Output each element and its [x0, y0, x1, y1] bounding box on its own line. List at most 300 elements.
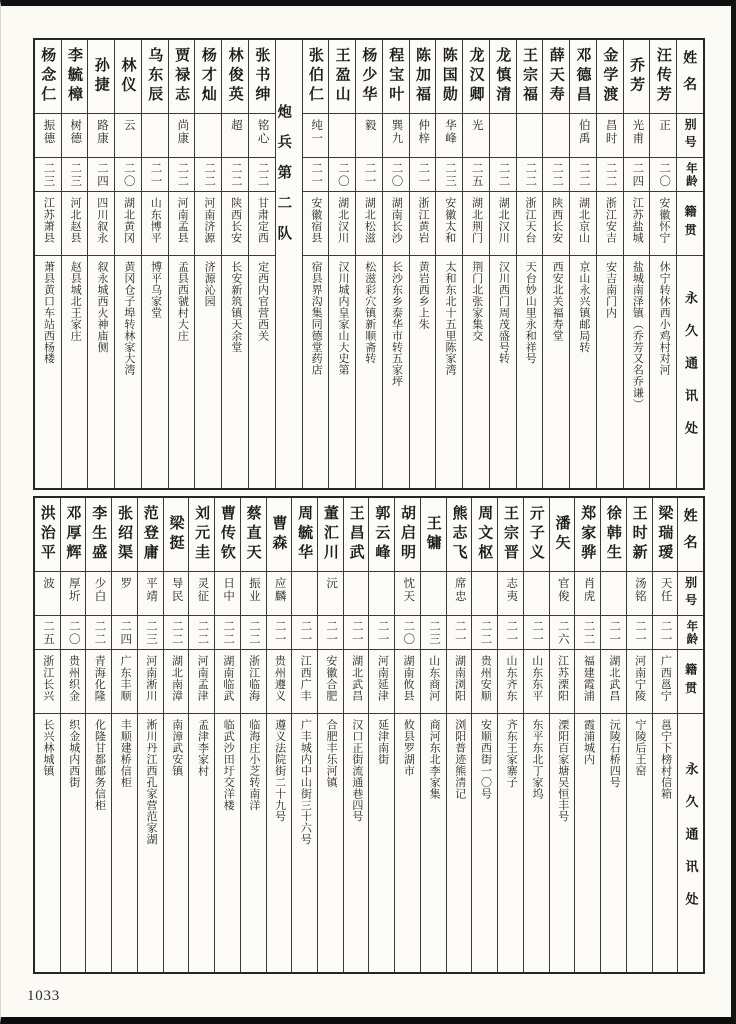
person-age: 二五 [463, 158, 489, 192]
person-native-place: 安徽太和 [436, 192, 462, 256]
person-address: 黄冈仓子埠转林家大湾 [122, 261, 135, 376]
person-alias: 振业 [241, 572, 266, 616]
person-native-place: 浙江临海 [241, 650, 266, 714]
person-native-place: 河南济源 [195, 192, 221, 256]
person-column [570, 40, 597, 488]
header-alias: 别号 [677, 114, 703, 158]
person-alias: 平靖 [138, 572, 163, 616]
header-native: 籍贯 [678, 650, 703, 714]
person-age: 二〇 [383, 158, 409, 192]
column-headers [677, 40, 703, 488]
person-address: 盐城南泽镇（乔芳又名乔谦） [631, 261, 644, 410]
person-native-place: 河南孟县 [169, 192, 195, 256]
roster-table-bottom [33, 496, 705, 974]
person-alias: 光 [463, 114, 489, 158]
person-column [369, 498, 395, 972]
person-address: 黄岩西乡上朱 [417, 261, 430, 330]
person-column [517, 40, 544, 488]
person-column [195, 40, 222, 488]
person-address: 孟县西虢村大庄 [176, 261, 189, 342]
person-name: 乔芳 [624, 40, 650, 114]
column-headers [678, 498, 703, 972]
person-address: 长兴林城镇 [42, 719, 55, 777]
person-native-place: 安徽宿县 [303, 192, 329, 256]
person-age: 二一 [369, 616, 394, 650]
person-name: 胡启明 [395, 498, 420, 572]
person-age: 二二 [472, 616, 497, 650]
person-native-place: 四川叙永 [88, 192, 114, 256]
person-alias: 肖虎 [575, 572, 600, 616]
header-address: 永久通讯处 [683, 761, 699, 925]
person-name: 汪传芳 [650, 40, 676, 114]
person-address: 丰顺建桥信柜 [119, 719, 132, 788]
person-native-place: 安徽怀宁 [650, 192, 676, 256]
person-name: 曹传钦 [215, 498, 240, 572]
person-native-place: 广西邕宁 [653, 650, 678, 714]
person-native-place: 山东商河 [421, 650, 446, 714]
person-address: 济源沁园 [203, 261, 216, 307]
person-age: 二〇 [115, 158, 141, 192]
person-address: 安顺西街一〇号 [479, 719, 492, 800]
person-native-place: 江苏盐城 [624, 192, 650, 256]
person-alias [329, 114, 355, 158]
person-name: 熊志飞 [447, 498, 472, 572]
person-name: 李毓樟 [62, 40, 88, 114]
person-column [344, 498, 370, 972]
person-native-place: 甘肃定西 [249, 192, 275, 256]
person-alias: 汤铭 [627, 572, 652, 616]
person-name: 周毓华 [292, 498, 317, 572]
person-age: 二一 [344, 616, 369, 650]
person-address: 广丰城内中山街三十六号 [299, 719, 312, 845]
person-native-place: 湖南攸县 [395, 650, 420, 714]
person-column [142, 40, 169, 488]
person-column [524, 498, 550, 972]
person-name: 杨才灿 [195, 40, 221, 114]
person-age: 二二 [543, 158, 569, 192]
person-native-place: 湖北荆门 [463, 192, 489, 256]
person-address: 延津南街 [376, 719, 389, 765]
person-native-place: 山东东平 [524, 650, 549, 714]
person-column [383, 40, 410, 488]
person-native-place: 湖北南漳 [164, 650, 189, 714]
person-name: 张伯仁 [303, 40, 329, 114]
person-name: 王镛 [421, 498, 446, 572]
person-name: 梁瑞瑷 [653, 498, 678, 572]
person-age: 二二 [222, 158, 248, 192]
person-alias: 天任 [653, 572, 678, 616]
person-native-place: 湖南临武 [215, 650, 240, 714]
person-name: 曹森 [267, 498, 292, 572]
person-address: 攸县罗湖市 [402, 719, 415, 777]
person-native-place: 浙江黄岩 [410, 192, 436, 256]
section-divider [276, 40, 303, 488]
person-alias: 树德 [62, 114, 88, 158]
header-address: 永久通讯处 [682, 290, 698, 454]
person-column [490, 40, 517, 488]
person-alias [472, 572, 497, 616]
person-column [88, 40, 115, 488]
person-name: 龙汉卿 [463, 40, 489, 114]
person-name: 洪治平 [35, 498, 60, 572]
person-alias [292, 572, 317, 616]
person-alias: 纯一 [303, 114, 329, 158]
person-address: 汉川城内皇家山大史第 [336, 261, 349, 376]
person-native-place: 湖北武昌 [344, 650, 369, 714]
person-alias: 铭心 [249, 114, 275, 158]
person-address: 长沙东乡泰华市转五家坪 [390, 261, 403, 387]
person-address: 汉川西门周茂盛号转 [497, 261, 510, 364]
person-address: 临海庄小芝转南洋 [247, 719, 260, 811]
header-native: 籍贯 [677, 192, 703, 256]
person-name: 贾禄志 [169, 40, 195, 114]
person-age: 二二 [195, 158, 221, 192]
person-name: 刘元圭 [189, 498, 214, 572]
person-column [543, 40, 570, 488]
person-age: 二六 [550, 616, 575, 650]
person-address: 溧阳百家塘吴恒丰号 [556, 719, 569, 822]
person-column [653, 498, 679, 972]
person-alias [517, 114, 543, 158]
person-alias: 毅 [356, 114, 382, 158]
person-alias: 罗 [112, 572, 137, 616]
person-name: 邓德昌 [570, 40, 596, 114]
person-alias: 少白 [86, 572, 111, 616]
person-column [597, 40, 624, 488]
person-address: 孟津李家村 [196, 719, 209, 777]
person-native-place: 江西广丰 [292, 650, 317, 714]
person-column [601, 498, 627, 972]
person-alias: 志夷 [498, 572, 523, 616]
person-column [498, 498, 524, 972]
person-alias: 路康 [88, 114, 114, 158]
person-address: 齐东王家寨子 [505, 719, 518, 788]
person-name: 薛天寿 [543, 40, 569, 114]
person-native-place: 湖南长沙 [383, 192, 409, 256]
person-age: 二一 [142, 158, 168, 192]
person-address: 博平乌家堂 [149, 261, 162, 319]
person-column [112, 498, 138, 972]
person-column [241, 498, 267, 972]
person-alias [543, 114, 569, 158]
person-alias: 波 [35, 572, 60, 616]
person-native-place: 安徽合肥 [318, 650, 343, 714]
person-column [627, 498, 653, 972]
person-alias: 应麟 [267, 572, 292, 616]
person-address: 松滋彩穴镇新顺斋转 [363, 261, 376, 364]
person-age: 二〇 [650, 158, 676, 192]
person-name: 杨念仁 [35, 40, 61, 114]
person-native-place: 山东博平 [142, 192, 168, 256]
person-name: 龙慎清 [490, 40, 516, 114]
person-column [395, 498, 421, 972]
person-name: 王宗福 [517, 40, 543, 114]
person-column [318, 498, 344, 972]
person-column [292, 498, 318, 972]
person-column [575, 498, 601, 972]
person-native-place: 河北赵县 [62, 192, 88, 256]
person-name: 林俊英 [222, 40, 248, 114]
person-alias: 振德 [35, 114, 61, 158]
person-column [249, 40, 276, 488]
person-address: 宿县界沟集同德堂药店 [310, 261, 323, 376]
person-alias: 官俊 [550, 572, 575, 616]
person-native-place: 湖北黄冈 [115, 192, 141, 256]
page-number: 1033 [27, 988, 60, 1004]
person-column [436, 40, 463, 488]
person-age: 二一 [303, 158, 329, 192]
person-age: 二二 [241, 616, 266, 650]
person-age: 二〇 [329, 158, 355, 192]
person-name: 张绍渠 [112, 498, 137, 572]
person-alias [421, 572, 446, 616]
person-alias [601, 572, 626, 616]
person-column [115, 40, 142, 488]
person-age: 二一 [356, 158, 382, 192]
person-age: 二五 [35, 616, 60, 650]
person-address: 东平东北丁家坞 [531, 719, 543, 800]
person-native-place: 陕西长安 [543, 192, 569, 256]
person-address: 宁陵后王窑 [633, 719, 646, 777]
person-column [35, 498, 61, 972]
person-alias: 厚圻 [61, 572, 86, 616]
section-divider-label: 炮兵第二队 [275, 104, 292, 257]
person-alias: 忱天 [395, 572, 420, 616]
person-address: 萧县黄口车站西杨楼 [42, 261, 55, 364]
person-address: 临武沙田圩交洋楼 [222, 719, 235, 811]
person-address: 京山永兴镇邮局转 [577, 261, 590, 353]
person-address: 浏阳普迹熊清记 [453, 719, 466, 800]
person-column [650, 40, 677, 488]
person-alias: 伯禹 [570, 114, 596, 158]
person-name: 陈国勋 [436, 40, 462, 114]
person-alias [344, 572, 369, 616]
person-native-place: 贵州织金 [61, 650, 86, 714]
person-name: 孙捷 [88, 40, 114, 114]
person-native-place: 广东丰顺 [112, 650, 137, 714]
person-name: 张书绅 [249, 40, 275, 114]
person-name: 王时新 [627, 498, 652, 572]
person-native-place: 湖北汉川 [490, 192, 516, 256]
person-column [169, 40, 196, 488]
person-column [222, 40, 249, 488]
person-column [472, 498, 498, 972]
person-age: 二二 [169, 158, 195, 192]
person-address: 赵县城北王家庄 [69, 261, 82, 342]
person-column [329, 40, 356, 488]
person-native-place: 贵州安顺 [472, 650, 497, 714]
person-age: 二三 [138, 616, 163, 650]
person-name: 杨少华 [356, 40, 382, 114]
person-age: 二二 [490, 158, 516, 192]
person-address: 太和东北十五里陈家湾 [444, 261, 456, 376]
person-native-place: 陕西长安 [222, 192, 248, 256]
person-name: 陈加福 [410, 40, 436, 114]
person-name: 王盈山 [329, 40, 355, 114]
person-name: 亓子义 [524, 498, 549, 572]
person-name: 王昌武 [344, 498, 369, 572]
person-native-place: 福建霞浦 [575, 650, 600, 714]
person-native-place: 湖北松滋 [356, 192, 382, 256]
person-name: 蔡直天 [241, 498, 266, 572]
person-age: 二二 [86, 616, 111, 650]
person-age: 二二 [189, 616, 214, 650]
person-column [215, 498, 241, 972]
person-native-place: 河南孟津 [189, 650, 214, 714]
person-address: 南漳武安镇 [170, 719, 183, 777]
person-age: 二一 [292, 616, 317, 650]
person-alias: 导民 [164, 572, 189, 616]
person-address: 淅川丹江西孔家营范家湖 [144, 719, 157, 845]
person-address: 叙永城西火神庙侧 [96, 261, 109, 353]
person-address: 西安北关福寿堂 [551, 261, 564, 342]
person-native-place: 河南淅川 [138, 650, 163, 714]
person-native-place: 青海化隆 [86, 650, 111, 714]
person-column [62, 40, 89, 488]
person-column [267, 498, 293, 972]
person-column [447, 498, 473, 972]
person-column [86, 498, 112, 972]
person-name: 徐韩生 [601, 498, 626, 572]
person-alias [142, 114, 168, 158]
person-native-place: 河南延津 [369, 650, 394, 714]
person-column [35, 40, 62, 488]
person-column [164, 498, 190, 972]
person-name: 郑家骅 [575, 498, 600, 572]
person-column [421, 498, 447, 972]
person-alias [524, 572, 549, 616]
page-content [33, 38, 705, 974]
person-alias: 灵征 [189, 572, 214, 616]
person-alias: 沅 [318, 572, 343, 616]
person-alias [195, 114, 221, 158]
person-column [61, 498, 87, 972]
person-native-place: 江苏萧县 [35, 192, 61, 256]
person-age: 二一 [410, 158, 436, 192]
person-column [189, 498, 215, 972]
person-age: 二一 [267, 616, 292, 650]
person-name: 林仪 [115, 40, 141, 114]
person-age: 二二 [517, 158, 543, 192]
person-name: 范登庸 [138, 498, 163, 572]
person-age: 二一 [318, 616, 343, 650]
person-alias: 云 [115, 114, 141, 158]
person-address: 安吉南门内 [604, 261, 617, 319]
person-column [410, 40, 437, 488]
header-name: 姓名 [677, 40, 703, 114]
person-address: 织金城内西街 [67, 719, 80, 788]
person-native-place: 浙江天台 [517, 192, 543, 256]
person-address: 合肥丰乐河镇 [325, 719, 338, 788]
person-alias: 仲梓 [410, 114, 436, 158]
person-column [463, 40, 490, 488]
person-age: 二三 [421, 616, 446, 650]
person-native-place: 浙江长兴 [35, 650, 60, 714]
person-address: 邕宁下榜村信箱 [659, 719, 672, 800]
person-age: 二二 [597, 158, 623, 192]
person-alias: 昌时 [597, 114, 623, 158]
person-address: 荆门北张家集交 [470, 261, 483, 342]
person-alias: 尚康 [169, 114, 195, 158]
person-age: 二〇 [61, 616, 86, 650]
person-name: 李生盛 [86, 498, 111, 572]
person-age: 二二 [249, 158, 275, 192]
header-age: 年龄 [677, 158, 703, 192]
person-alias: 华峰 [436, 114, 462, 158]
person-name: 乌东辰 [142, 40, 168, 114]
person-address: 定西内官营西关 [256, 261, 269, 342]
person-address: 汉口正街流通巷四号 [350, 719, 363, 822]
person-native-place: 湖北武昌 [601, 650, 626, 714]
person-alias: 正 [650, 114, 676, 158]
person-name: 邓厚辉 [61, 498, 86, 572]
person-alias: 超 [222, 114, 248, 158]
person-name: 程宝叶 [383, 40, 409, 114]
person-native-place: 湖北汉川 [329, 192, 355, 256]
person-address: 遵义法院街二十九号 [273, 719, 286, 822]
person-age: 二二 [575, 616, 600, 650]
person-alias: 光甫 [624, 114, 650, 158]
person-age: 二一 [653, 616, 678, 650]
person-age: 二二 [164, 616, 189, 650]
person-native-place: 山东齐东 [498, 650, 523, 714]
person-age: 二一 [498, 616, 523, 650]
person-alias: 席忠 [447, 572, 472, 616]
person-address: 化隆甘都邮务信柜 [93, 719, 106, 811]
person-age: 二〇 [395, 616, 420, 650]
person-column [550, 498, 576, 972]
person-address: 沅陵石桥四号 [608, 719, 621, 788]
person-name: 金学渡 [597, 40, 623, 114]
person-age: 二四 [88, 158, 114, 192]
person-native-place: 贵州遵义 [267, 650, 292, 714]
person-address: 霞浦城内 [582, 719, 595, 765]
person-name: 董汇川 [318, 498, 343, 572]
person-alias [490, 114, 516, 158]
header-age: 年龄 [678, 616, 703, 650]
person-native-place: 江苏溧阳 [550, 650, 575, 714]
person-native-place: 湖北京山 [570, 192, 596, 256]
header-name: 姓名 [678, 498, 703, 572]
person-alias [369, 572, 394, 616]
person-native-place: 河南宁陵 [627, 650, 652, 714]
person-alias: 日中 [215, 572, 240, 616]
person-name: 周文枢 [472, 498, 497, 572]
person-age: 二四 [624, 158, 650, 192]
person-age: 二二 [570, 158, 596, 192]
person-age: 二四 [112, 616, 137, 650]
person-name: 潘矢 [550, 498, 575, 572]
person-column [303, 40, 330, 488]
person-age: 二一 [601, 616, 626, 650]
person-name: 郭云峰 [369, 498, 394, 572]
person-alias: 巽九 [383, 114, 409, 158]
person-native-place: 浙江安吉 [597, 192, 623, 256]
person-name: 梁挺 [164, 498, 189, 572]
person-age: 二三 [436, 158, 462, 192]
person-age: 二三 [62, 158, 88, 192]
person-name: 王宗晋 [498, 498, 523, 572]
person-native-place: 湖南浏阳 [447, 650, 472, 714]
person-age: 二二 [215, 616, 240, 650]
person-age: 二三 [35, 158, 61, 192]
person-column [624, 40, 651, 488]
person-age: 二一 [447, 616, 472, 650]
header-alias: 别号 [678, 572, 703, 616]
person-age: 二一 [524, 616, 549, 650]
person-address: 休宁转休西小鸡村对河 [658, 261, 671, 376]
person-address: 商河东北李家集 [428, 719, 441, 800]
